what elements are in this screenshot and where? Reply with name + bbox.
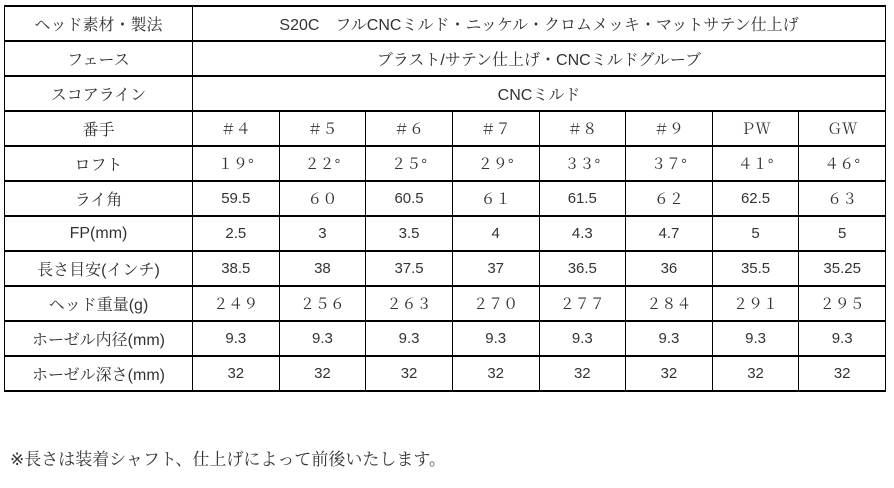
cell-depth-2: 32 — [366, 356, 453, 391]
cell-lie-1: ６０ — [279, 181, 366, 216]
cell-length-0: 38.5 — [193, 251, 280, 286]
cell-club-number-8: ＃８ — [539, 111, 626, 146]
row-lie-angle — [5, 181, 886, 216]
cell-loft-3: ２９° — [452, 146, 539, 181]
row-label-lie-angle: ライ角 — [5, 181, 193, 216]
cell-fp-5: 4.7 — [626, 216, 713, 251]
cell-loft-4: ３３° — [539, 146, 626, 181]
cell-weight-6: ２９１ — [712, 286, 799, 321]
cell-length-6: 35.5 — [712, 251, 799, 286]
cell-length-2: 37.5 — [366, 251, 453, 286]
row-label-head-material: ヘッド素材・製法 — [5, 6, 193, 41]
cell-lie-5: ６２ — [626, 181, 713, 216]
cell-length-4: 36.5 — [539, 251, 626, 286]
row-loft — [5, 146, 886, 181]
cell-bore-6: 9.3 — [712, 321, 799, 356]
cell-club-number-7: ＃７ — [452, 111, 539, 146]
row-length — [5, 251, 886, 286]
row-head-material — [5, 6, 886, 41]
cell-lie-0: 59.5 — [193, 181, 280, 216]
row-label-head-weight: ヘッド重量(g) — [5, 286, 193, 321]
cell-club-number-5: ＃５ — [279, 111, 366, 146]
cell-club-number-gw: ＧＷ — [799, 111, 886, 146]
cell-loft-7: ４６° — [799, 146, 886, 181]
cell-fp-6: 5 — [712, 216, 799, 251]
cell-depth-6: 32 — [712, 356, 799, 391]
row-label-club-number: 番手 — [5, 111, 193, 146]
cell-depth-0: 32 — [193, 356, 280, 391]
spec-table — [4, 5, 886, 392]
cell-depth-4: 32 — [539, 356, 626, 391]
row-hosel-depth — [5, 356, 886, 391]
cell-loft-2: ２５° — [366, 146, 453, 181]
cell-weight-1: ２５６ — [279, 286, 366, 321]
row-fp — [5, 216, 886, 251]
value-face: ブラスト/サテン仕上げ・CNCミルドグルーブ — [193, 41, 886, 76]
cell-loft-5: ３７° — [626, 146, 713, 181]
row-label-loft: ロフト — [5, 146, 193, 181]
cell-weight-0: ２４９ — [193, 286, 280, 321]
cell-club-number-4: ＃４ — [193, 111, 280, 146]
cell-fp-7: 5 — [799, 216, 886, 251]
cell-weight-5: ２８４ — [626, 286, 713, 321]
cell-length-5: 36 — [626, 251, 713, 286]
cell-fp-1: 3 — [279, 216, 366, 251]
cell-fp-0: 2.5 — [193, 216, 280, 251]
cell-depth-3: 32 — [452, 356, 539, 391]
cell-weight-2: ２６３ — [366, 286, 453, 321]
row-club-number — [5, 111, 886, 146]
value-score-line: CNCミルド — [193, 76, 886, 111]
cell-lie-6: 62.5 — [712, 181, 799, 216]
cell-lie-4: 61.5 — [539, 181, 626, 216]
row-label-hosel-bore: ホーゼル内径(mm) — [5, 321, 193, 356]
cell-length-7: 35.25 — [799, 251, 886, 286]
row-label-face: フェース — [5, 41, 193, 76]
cell-loft-6: ４１° — [712, 146, 799, 181]
cell-bore-0: 9.3 — [193, 321, 280, 356]
cell-bore-1: 9.3 — [279, 321, 366, 356]
row-label-length: 長さ目安(インチ) — [5, 251, 193, 286]
cell-bore-7: 9.3 — [799, 321, 886, 356]
cell-bore-3: 9.3 — [452, 321, 539, 356]
cell-weight-4: ２７７ — [539, 286, 626, 321]
row-face — [5, 41, 886, 76]
row-label-hosel-depth: ホーゼル深さ(mm) — [5, 356, 193, 391]
value-head-material: S20C フルCNCミルド・ニッケル・クロムメッキ・マットサテン仕上げ — [193, 6, 886, 41]
cell-fp-2: 3.5 — [366, 216, 453, 251]
row-label-fp: FP(mm) — [5, 216, 193, 251]
cell-bore-4: 9.3 — [539, 321, 626, 356]
cell-club-number-pw: ＰＷ — [712, 111, 799, 146]
cell-bore-2: 9.3 — [366, 321, 453, 356]
cell-depth-7: 32 — [799, 356, 886, 391]
cell-loft-0: １９° — [193, 146, 280, 181]
cell-fp-3: 4 — [452, 216, 539, 251]
cell-club-number-6: ＃６ — [366, 111, 453, 146]
cell-loft-1: ２２° — [279, 146, 366, 181]
cell-club-number-9: ＃９ — [626, 111, 713, 146]
row-label-score-line: スコアライン — [5, 76, 193, 111]
row-head-weight — [5, 286, 886, 321]
cell-depth-1: 32 — [279, 356, 366, 391]
row-score-line — [5, 76, 886, 111]
cell-lie-7: ６３ — [799, 181, 886, 216]
cell-weight-7: ２９５ — [799, 286, 886, 321]
cell-fp-4: 4.3 — [539, 216, 626, 251]
cell-length-1: 38 — [279, 251, 366, 286]
cell-depth-5: 32 — [626, 356, 713, 391]
cell-weight-3: ２７０ — [452, 286, 539, 321]
length-footnote: ※長さは装着シャフト、仕上げによって前後いたします。 — [10, 450, 447, 469]
cell-length-3: 37 — [452, 251, 539, 286]
cell-lie-2: 60.5 — [366, 181, 453, 216]
row-hosel-bore — [5, 321, 886, 356]
cell-bore-5: 9.3 — [626, 321, 713, 356]
cell-lie-3: ６１ — [452, 181, 539, 216]
